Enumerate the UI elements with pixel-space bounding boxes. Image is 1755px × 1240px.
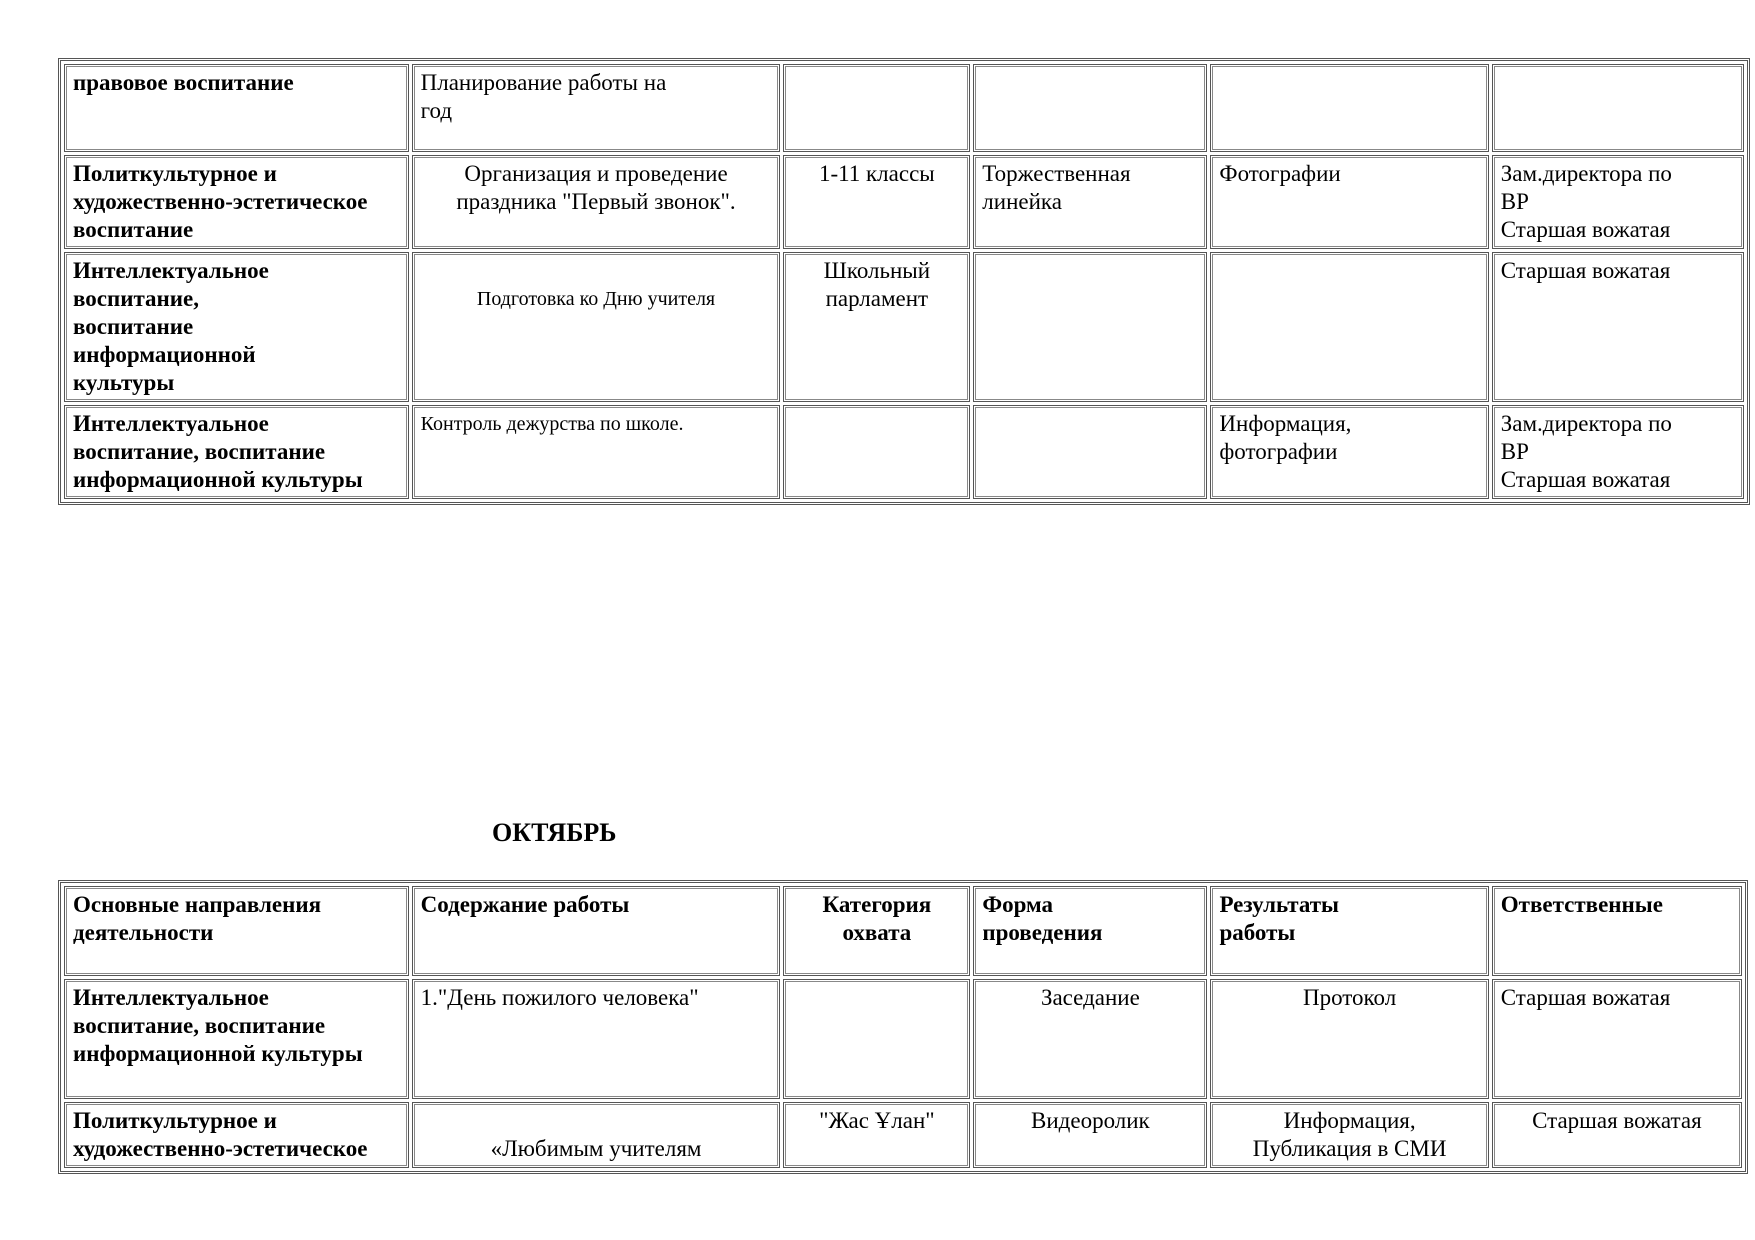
- responsible-cell: Старшая вожатая: [1492, 979, 1742, 1099]
- category-cell: "Жас Ұлан": [783, 1102, 970, 1168]
- direction-cell: правовое воспитание: [64, 64, 409, 152]
- content-cell: Планирование работы на год: [412, 64, 781, 152]
- table-header-row: [64, 886, 1742, 976]
- category-cell: [783, 979, 970, 1099]
- form-cell: Видеоролик: [973, 1102, 1207, 1168]
- table-row: [64, 64, 1744, 152]
- results-cell: Информация, фотографии: [1210, 405, 1488, 499]
- results-cell: [1210, 64, 1488, 152]
- header-direction: Основные направления деятельности: [64, 886, 409, 976]
- direction-cell: Интеллектуальное воспитание, воспитание информационной культуры: [64, 252, 409, 402]
- header-content: Содержание работы: [412, 886, 781, 976]
- category-cell: 1-11 классы: [783, 155, 970, 249]
- header-responsible: Ответственные: [1492, 886, 1742, 976]
- table-row: [64, 979, 1742, 1099]
- form-cell: [973, 405, 1207, 499]
- form-cell: Заседание: [973, 979, 1207, 1099]
- responsible-cell: Зам.директора по ВР Старшая вожатая: [1492, 155, 1744, 249]
- results-cell: [1210, 252, 1488, 402]
- direction-cell: Интеллектуальное воспитание, воспитание информационной культуры: [64, 405, 409, 499]
- results-cell: Протокол: [1210, 979, 1488, 1099]
- category-cell: [783, 405, 970, 499]
- table-row: [64, 405, 1744, 499]
- plan-table-october: [58, 880, 1748, 1174]
- category-cell: [783, 64, 970, 152]
- header-form: Форма проведения: [973, 886, 1207, 976]
- responsible-cell: Зам.директора по ВР Старшая вожатая: [1492, 405, 1744, 499]
- table-row: [64, 155, 1744, 249]
- table-row: [64, 1102, 1742, 1168]
- direction-cell: Политкультурное и художественно-эстетическое воспитание: [64, 155, 409, 249]
- content-cell: «Любимым учителям: [412, 1102, 781, 1168]
- content-cell: 1."День пожилого человека": [412, 979, 781, 1099]
- form-cell: Торжественная линейка: [973, 155, 1207, 249]
- content-cell: Организация и проведение праздника "Первый звонок".: [412, 155, 781, 249]
- responsible-cell: Старшая вожатая: [1492, 1102, 1742, 1168]
- direction-cell: Интеллектуальное воспитание, воспитание информационной культуры: [64, 979, 409, 1099]
- header-category: Категория охвата: [783, 886, 970, 976]
- results-cell: Информация, Публикация в СМИ: [1210, 1102, 1488, 1168]
- form-cell: [973, 64, 1207, 152]
- category-cell: Школьный парламент: [783, 252, 970, 402]
- table-row: [64, 252, 1744, 402]
- direction-cell: Политкультурное и художественно-эстетическое: [64, 1102, 409, 1168]
- responsible-cell: Старшая вожатая: [1492, 252, 1744, 402]
- content-cell: Подготовка ко Дню учителя: [412, 252, 781, 402]
- responsible-cell: [1492, 64, 1744, 152]
- content-cell: Контроль дежурства по школе.: [412, 405, 781, 499]
- plan-table-september: [58, 58, 1750, 505]
- results-cell: Фотографии: [1210, 155, 1488, 249]
- header-results: Результаты работы: [1210, 886, 1488, 976]
- section-title-october: ОКТЯБРЬ: [492, 818, 617, 847]
- form-cell: [973, 252, 1207, 402]
